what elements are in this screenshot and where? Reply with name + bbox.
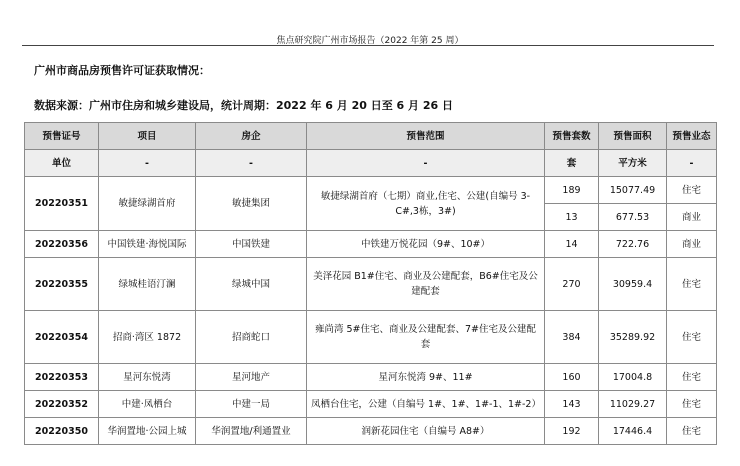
unit-cell: 套 <box>545 150 599 177</box>
table-row <box>25 311 717 364</box>
column-header-area: 预售面积 <box>599 123 667 150</box>
developer-name: 华润置地/利通置业 <box>196 418 307 445</box>
presale-units: 14 <box>545 231 599 258</box>
column-header-project: 项目 <box>99 123 196 150</box>
table-row <box>25 418 717 445</box>
unit-cell: 平方米 <box>599 150 667 177</box>
presale-type: 商业 <box>667 231 717 258</box>
presale-units: 143 <box>545 391 599 418</box>
unit-label: 单位 <box>25 150 99 177</box>
developer-name: 星河地产 <box>196 364 307 391</box>
presale-type: 住宅 <box>667 364 717 391</box>
developer-name: 中国铁建 <box>196 231 307 258</box>
presale-scope: 敏捷绿湖首府（七期）商业,住宅、公建(自编号 3-C#,3栋，3#) <box>307 177 545 231</box>
presale-area: 11029.27 <box>599 391 667 418</box>
permit-number: 20220350 <box>25 418 99 445</box>
permit-number: 20220355 <box>25 258 99 311</box>
table-row <box>25 231 717 258</box>
project-name: 华润置地·公园上城 <box>99 418 196 445</box>
presale-area: 17446.4 <box>599 418 667 445</box>
unit-cell: - <box>99 150 196 177</box>
developer-name: 中建一局 <box>196 391 307 418</box>
unit-cell: - <box>307 150 545 177</box>
permit-number: 20220354 <box>25 311 99 364</box>
unit-cell: - <box>667 150 717 177</box>
presale-type: 住宅 <box>667 391 717 418</box>
table-row <box>25 258 717 311</box>
table-row <box>25 391 717 418</box>
presale-units: 160 <box>545 364 599 391</box>
project-name: 招商·湾区 1872 <box>99 311 196 364</box>
developer-name: 绿城中国 <box>196 258 307 311</box>
presale-scope: 星河东悦湾 9#、11# <box>307 364 545 391</box>
presale-units: 192 <box>545 418 599 445</box>
presale-type: 住宅 <box>667 418 717 445</box>
presale-area: 17004.8 <box>599 364 667 391</box>
permit-number: 20220351 <box>25 177 99 231</box>
presale-type: 住宅 <box>667 311 717 364</box>
table-row <box>25 364 717 391</box>
presale-scope: 美泽花园 B1#住宅、商业及公建配套，B6#住宅及公建配套 <box>307 258 545 311</box>
presale-type: 住宅 <box>667 258 717 311</box>
presale-type: 商业 <box>667 204 717 231</box>
project-name: 绿城桂语汀澜 <box>99 258 196 311</box>
developer-name: 招商蛇口 <box>196 311 307 364</box>
presale-area: 35289.92 <box>599 311 667 364</box>
permit-number: 20220356 <box>25 231 99 258</box>
presale-area: 722.76 <box>599 231 667 258</box>
presale-scope: 凤栖台住宅，公建（自编号 1#、1#、1#-1、1#-2） <box>307 391 545 418</box>
project-name: 中国铁建·海悦国际 <box>99 231 196 258</box>
presale-units: 384 <box>545 311 599 364</box>
project-name: 中建·凤栖台 <box>99 391 196 418</box>
permit-number: 20220352 <box>25 391 99 418</box>
presale-scope: 雍尚湾 5#住宅、商业及公建配套、7#住宅及公建配套 <box>307 311 545 364</box>
project-name: 敏捷绿湖首府 <box>99 177 196 231</box>
permit-number: 20220353 <box>25 364 99 391</box>
presale-scope: 润新花园住宅（自编号 A8#） <box>307 418 545 445</box>
data-source-line: 数据来源：广州市住房和城乡建设局，统计周期：2022 年 6 月 20 日至 6 月 26 日 <box>34 99 454 112</box>
column-header-units: 预售套数 <box>545 123 599 150</box>
unit-row <box>25 150 717 177</box>
unit-cell: - <box>196 150 307 177</box>
column-header-developer: 房企 <box>196 123 307 150</box>
section-title: 广州市商品房预售许可证获取情况： <box>34 64 210 77</box>
presale-permit-table <box>24 122 717 445</box>
presale-area: 30959.4 <box>599 258 667 311</box>
column-header-permit: 预售证号 <box>25 123 99 150</box>
header-divider <box>22 45 714 46</box>
presale-area: 15077.49 <box>599 177 667 204</box>
table-row <box>25 177 717 204</box>
presale-scope: 中铁建万悦花园（9#、10#） <box>307 231 545 258</box>
report-header: 焦点研究院广州市场报告（2022 年第 25 周） <box>276 36 464 46</box>
column-header-scope: 预售范围 <box>307 123 545 150</box>
table-header-row <box>25 123 717 150</box>
developer-name: 敏捷集团 <box>196 177 307 231</box>
presale-units: 270 <box>545 258 599 311</box>
presale-type: 住宅 <box>667 177 717 204</box>
presale-area: 677.53 <box>599 204 667 231</box>
presale-units: 189 <box>545 177 599 204</box>
column-header-type: 预售业态 <box>667 123 717 150</box>
project-name: 星河东悦湾 <box>99 364 196 391</box>
presale-units: 13 <box>545 204 599 231</box>
